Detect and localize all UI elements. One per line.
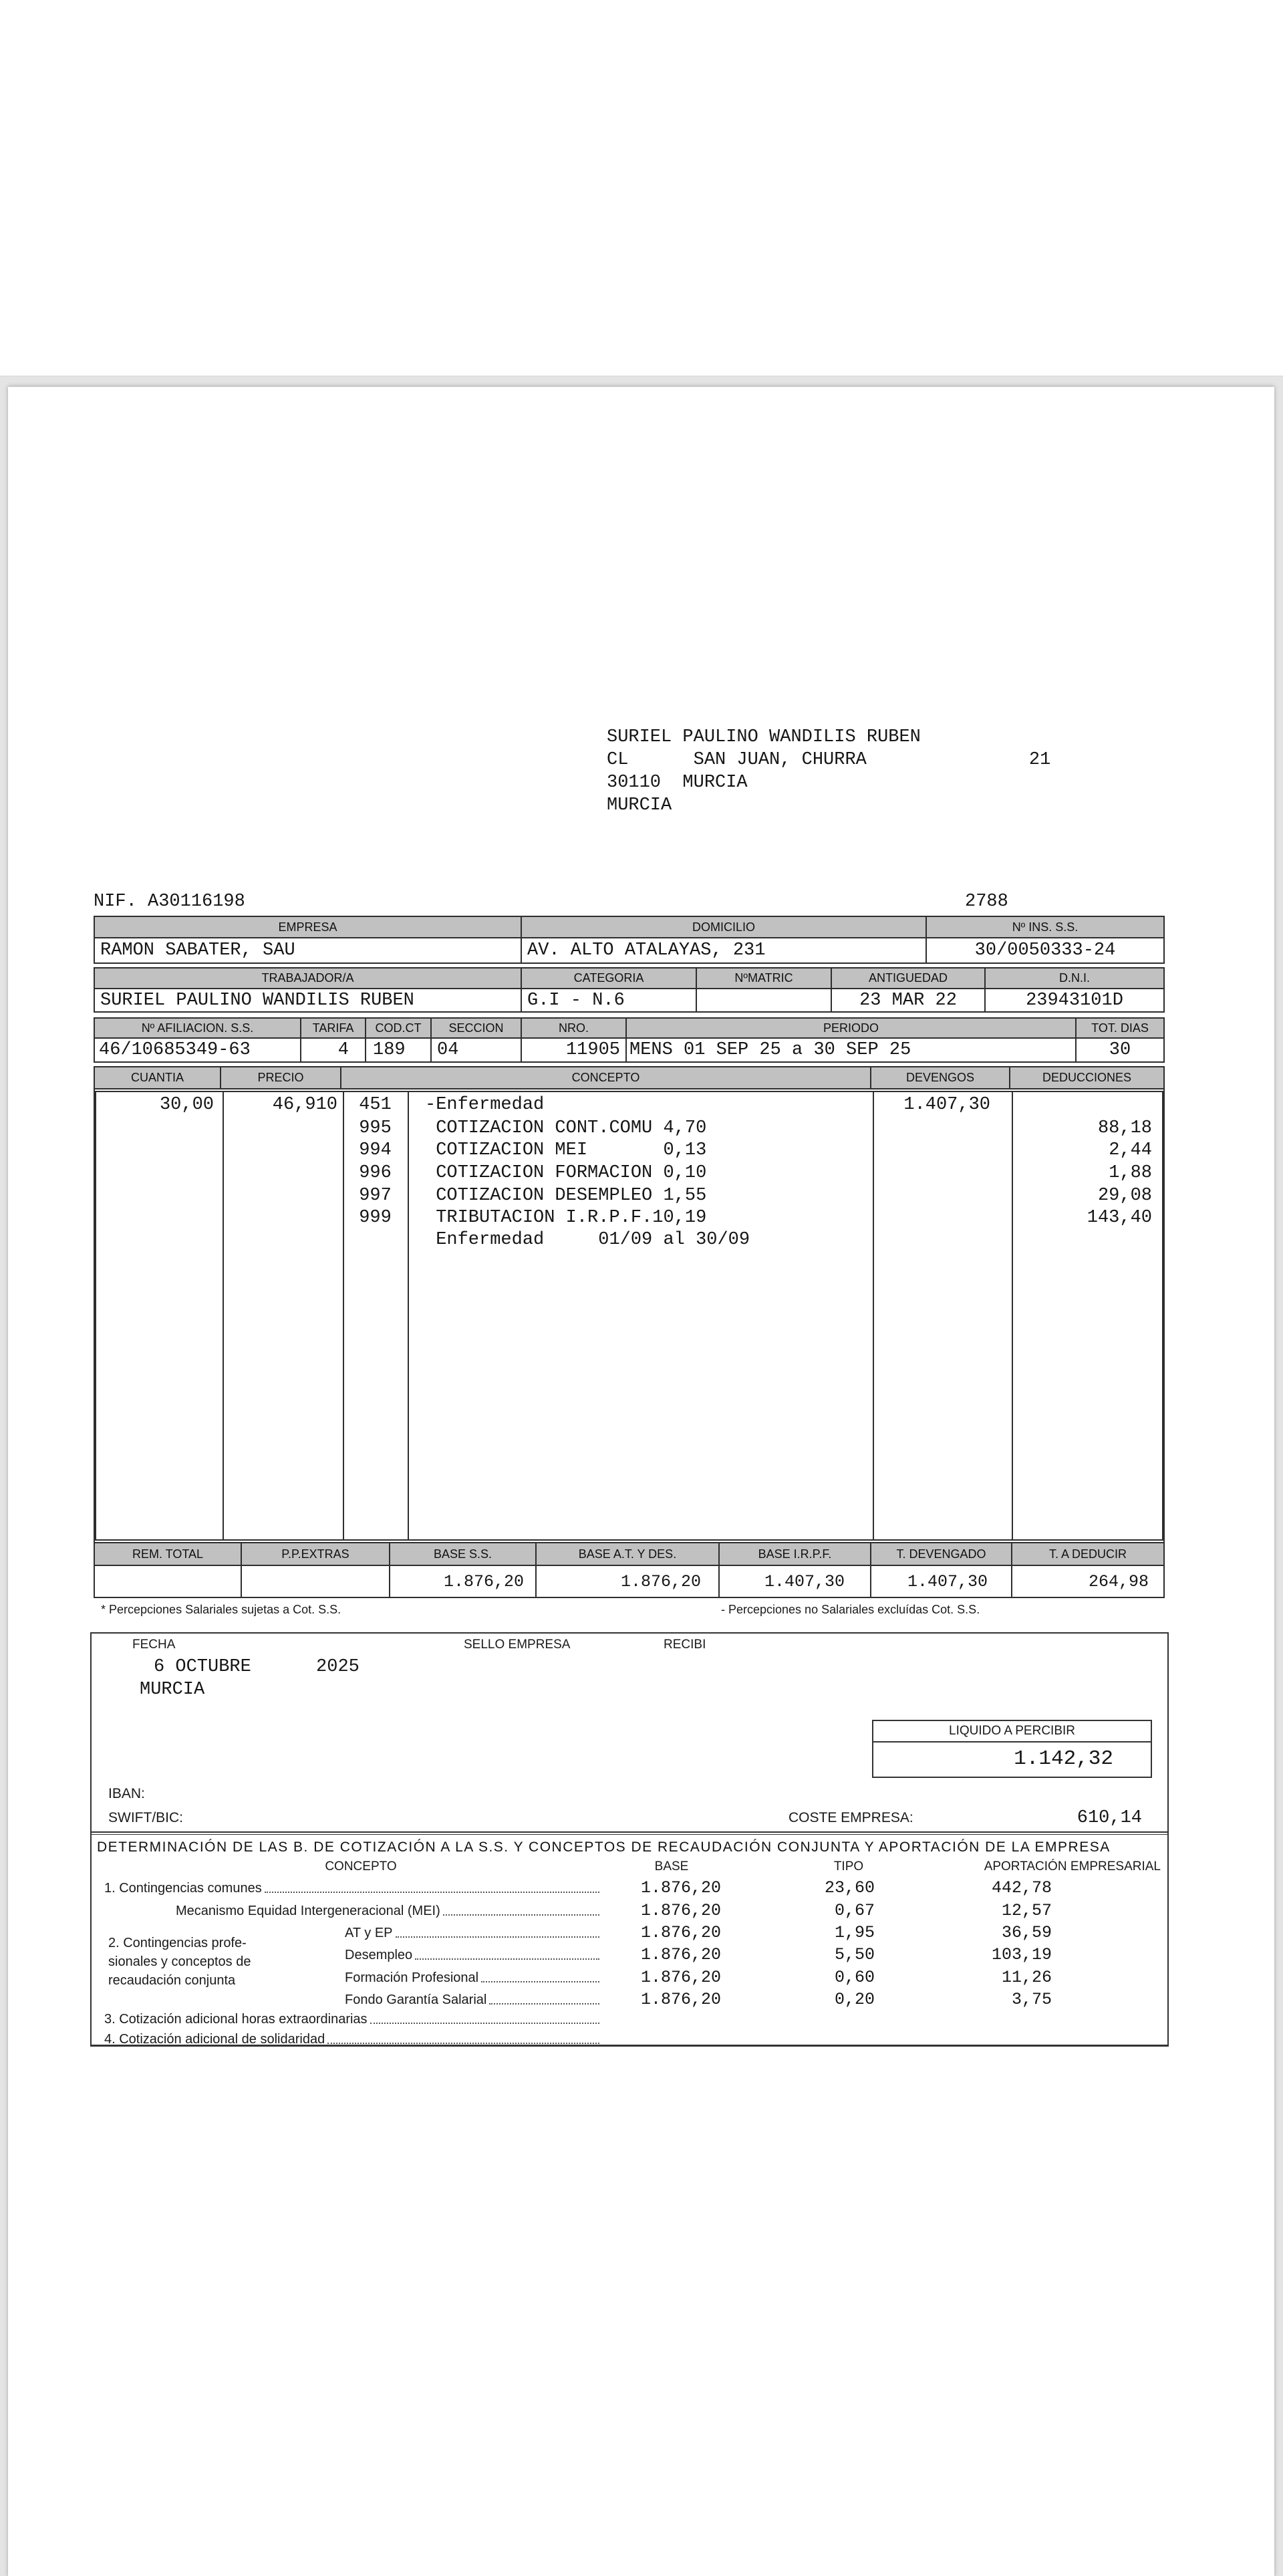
- header-num-ins-ss: Nº INS. S.S.: [1012, 920, 1079, 934]
- totals-header: [95, 1543, 1163, 1566]
- deduccion-value: 143,40: [1087, 1208, 1152, 1228]
- header-matric: NºMATRIC: [697, 969, 832, 988]
- footnote-salarial: * Percepciones Salariales sujetas a Cot. S.S.: [101, 1603, 341, 1616]
- recipient-name: SURIEL PAULINO WANDILIS RUBEN: [607, 727, 921, 747]
- nro-value: 11905: [522, 1039, 627, 1061]
- det-base-value: 1.876,20: [640, 1945, 721, 1964]
- recibi-label: RECIBI: [664, 1638, 706, 1652]
- devengo-value: 1.407,30: [903, 1095, 990, 1115]
- det-tipo-value: 0,67: [834, 1901, 875, 1920]
- det-base-value: 1.876,20: [640, 1923, 721, 1942]
- concept-code: 995: [359, 1118, 392, 1138]
- column-line: [873, 1092, 874, 1539]
- det-header-aportacion: APORTACIÓN EMPRESARIAL: [984, 1859, 1161, 1874]
- dotted-leader: [327, 2043, 599, 2044]
- deduccion-value: 1,88: [1109, 1163, 1152, 1183]
- header-nro: NRO.: [522, 1019, 627, 1037]
- worker-name: SURIEL PAULINO WANDILIS RUBEN: [95, 989, 522, 1011]
- det-row-formacion: [345, 1968, 601, 1986]
- header-precio: PRECIO: [221, 1067, 341, 1088]
- det-tipo-value: 0,60: [834, 1968, 875, 1987]
- det-header-concepto: CONCEPTO: [325, 1859, 397, 1874]
- base-irpf-value: 1.407,30: [720, 1566, 871, 1597]
- det-aport-value: 442,78: [991, 1878, 1052, 1898]
- det-row-horas-extra: [104, 2009, 601, 2027]
- det-group-label-line: 2. Contingencias profe-: [108, 1936, 247, 1950]
- header-domicilio: DOMICILIO: [522, 917, 927, 937]
- det-row-contingencias-comunes: [104, 1878, 601, 1896]
- deduccion-value: 88,18: [1097, 1118, 1152, 1138]
- concept-code: 996: [359, 1163, 392, 1183]
- header-base-ss: BASE S.S.: [390, 1543, 537, 1565]
- earnings-table: [94, 1066, 1165, 1598]
- concept-text: -Enfermedad: [425, 1095, 545, 1115]
- fecha-label: FECHA: [132, 1638, 176, 1652]
- footnote-no-salarial: - Percepciones no Salariales excluídas Cot. S.S.: [721, 1603, 980, 1616]
- precio-value: 46,910: [272, 1095, 337, 1115]
- concept-code: 994: [359, 1140, 392, 1160]
- det-tipo-value: 5,50: [834, 1945, 875, 1964]
- det-header-base: BASE: [654, 1859, 689, 1874]
- earnings-table-header: [95, 1067, 1163, 1088]
- det-row-fogasa: [345, 1990, 601, 2008]
- dotted-leader: [481, 1981, 599, 1982]
- det-base-value: 1.876,20: [640, 1968, 721, 1987]
- tot-dias-value: 30: [1109, 1040, 1131, 1060]
- recipient-province: MURCIA: [607, 795, 672, 815]
- concept-text: COTIZACION FORMACION 0,10: [425, 1163, 707, 1183]
- concept-code: 451: [359, 1095, 392, 1115]
- det-aport-value: 12,57: [1001, 1901, 1052, 1920]
- determination-divider: [92, 1831, 1167, 1835]
- recipient-street: CL SAN JUAN, CHURRA 21: [607, 750, 1051, 770]
- det-group-label: [108, 1934, 251, 1990]
- company-address: AV. ALTO ATALAYAS, 231: [522, 938, 927, 962]
- det-row-label: 1. Contingencias comunes: [104, 1881, 262, 1896]
- codct-value: 189: [366, 1039, 432, 1061]
- det-row-at-ep: [345, 1923, 601, 1941]
- tarifa-value: 4: [301, 1039, 366, 1061]
- header-afiliacion: Nº AFILIACION. S.S.: [95, 1019, 301, 1037]
- dotted-leader: [396, 1936, 599, 1938]
- periodo-value: MENS 01 SEP 25 a 30 SEP 25: [627, 1039, 1077, 1061]
- affiliation-number: 46/10685349-63: [95, 1039, 301, 1061]
- det-base-value: 1.876,20: [640, 1990, 721, 2009]
- header-concepto: CONCEPTO: [341, 1067, 871, 1088]
- worker-table: [94, 967, 1165, 1013]
- deduccion-value: 2,44: [1109, 1140, 1152, 1160]
- worker-matric: [697, 989, 832, 1011]
- concept-code: 999: [359, 1208, 392, 1228]
- company-table: [94, 916, 1165, 964]
- det-row-label: Fondo Garantía Salarial: [345, 1992, 487, 2007]
- header-empresa: EMPRESA: [95, 917, 522, 937]
- base-ss-value: 1.876,20: [390, 1566, 537, 1597]
- recipient-postal-city: 30110 MURCIA: [607, 773, 748, 793]
- header-antiguedad: ANTIGUEDAD: [832, 969, 986, 988]
- header-t-devengado: T. DEVENGADO: [871, 1543, 1012, 1565]
- det-row-label: Mecanismo Equidad Intergeneracional (MEI): [176, 1904, 440, 1918]
- concept-text: COTIZACION DESEMPLEO 1,55: [425, 1186, 707, 1206]
- det-group-label-line: recaudación conjunta: [108, 1973, 236, 1988]
- header-codct: COD.CT: [366, 1019, 432, 1037]
- dotted-leader: [443, 1914, 599, 1916]
- header-cuantia: CUANTIA: [95, 1067, 221, 1088]
- header-base-irpf: BASE I.R.P.F.: [720, 1543, 871, 1565]
- header-categoria: CATEGORIA: [522, 969, 697, 988]
- header-periodo: PERIODO: [627, 1019, 1077, 1037]
- liquido-label: LIQUIDO A PERCIBIR: [873, 1721, 1151, 1743]
- rem-total-value: [95, 1566, 242, 1597]
- company-ins-number: 30/0050333-24: [974, 940, 1116, 960]
- deduccion-value: 29,08: [1097, 1186, 1152, 1206]
- concept-text: COTIZACION CONT.COMU 4,70: [425, 1118, 707, 1138]
- det-group-label-line: sionales y conceptos de: [108, 1954, 251, 1969]
- dotted-leader: [265, 1892, 599, 1893]
- payslip-date: 6 OCTUBRE 2025: [154, 1657, 360, 1677]
- header-trabajador: TRABAJADOR/A: [95, 969, 522, 988]
- recipient-address-block: [607, 726, 1050, 817]
- document-number: 2788: [965, 892, 1008, 912]
- det-tipo-value: 0,20: [834, 1990, 875, 2009]
- seccion-value: 04: [432, 1039, 522, 1061]
- affiliation-table-row: [95, 1039, 1163, 1061]
- det-row-label: AT y EP: [345, 1926, 393, 1940]
- det-row-mei: [176, 1901, 601, 1919]
- iban-label: IBAN:: [108, 1786, 145, 1801]
- payslip-city: MURCIA: [140, 1680, 205, 1700]
- header-tarifa: TARIFA: [301, 1019, 366, 1037]
- concept-text: Enfermedad 01/09 al 30/09: [425, 1230, 750, 1250]
- det-tipo-value: 1,95: [834, 1923, 875, 1942]
- worker-table-row: [95, 989, 1163, 1011]
- header-pp-extras: P.P.EXTRAS: [242, 1543, 390, 1565]
- company-nif: NIF. A30116198: [94, 892, 245, 912]
- previous-page-bottom: [0, 0, 1283, 376]
- pp-extras-value: [242, 1566, 390, 1597]
- header-base-at: BASE A.T. Y DES.: [537, 1543, 720, 1565]
- determination-title: DETERMINACIÓN DE LAS B. DE COTIZACIÓN A LA S.S. Y CONCEPTOS DE RECAUDACIÓN CONJUNTA Y APORTACIÓN DE LA EMPRESA: [97, 1839, 1111, 1855]
- swift-bic-label: SWIFT/BIC:: [108, 1810, 183, 1825]
- company-table-header: [95, 917, 1163, 938]
- det-row-desempleo: [345, 1945, 601, 1963]
- base-at-value: 1.876,20: [537, 1566, 720, 1597]
- det-aport-value: 11,26: [1001, 1968, 1052, 1987]
- totals-row: [95, 1566, 1163, 1597]
- det-base-value: 1.876,20: [640, 1901, 721, 1920]
- concept-text: COTIZACION MEI 0,13: [425, 1140, 707, 1160]
- concept-text: TRIBUTACION I.R.P.F.10,19: [425, 1208, 707, 1228]
- affiliation-table: [94, 1017, 1165, 1063]
- header-devengos: DEVENGOS: [871, 1067, 1010, 1088]
- column-line: [223, 1092, 224, 1539]
- det-tipo-value: 23,60: [824, 1878, 875, 1898]
- t-a-deducir-value: 264,98: [1088, 1571, 1149, 1591]
- det-aport-value: 103,19: [991, 1945, 1052, 1964]
- det-header-tipo: TIPO: [833, 1859, 864, 1874]
- cuantia-value: 30,00: [159, 1095, 214, 1115]
- det-row-label: Desempleo: [345, 1948, 413, 1962]
- header-t-a-deducir: T. A DEDUCIR: [1048, 1547, 1127, 1561]
- worker-category: G.I - N.6: [522, 989, 697, 1011]
- t-devengado-value: 1.407,30: [871, 1566, 1012, 1597]
- dotted-leader: [370, 2023, 599, 2024]
- liquido-box: [872, 1720, 1152, 1778]
- header-deducciones: DEDUCCIONES: [1042, 1071, 1131, 1084]
- det-aport-value: 36,59: [1001, 1923, 1052, 1942]
- coste-empresa-value: 610,14: [1077, 1808, 1142, 1828]
- header-rem-total: REM. TOTAL: [95, 1543, 242, 1565]
- sello-empresa-label: SELLO EMPRESA: [464, 1638, 571, 1652]
- worker-dni: 23943101D: [1026, 990, 1123, 1011]
- company-name: RAMON SABATER, SAU: [95, 938, 522, 962]
- det-aport-value: 3,75: [1011, 1990, 1052, 2009]
- det-row-label: 3. Cotización adicional horas extraordinarias: [104, 2012, 368, 2027]
- header-seccion: SECCION: [432, 1019, 522, 1037]
- det-row-label: Formación Profesional: [345, 1970, 479, 1985]
- det-row-label: 4. Cotización adicional de solidaridad: [104, 2032, 325, 2047]
- header-dni: D.N.I.: [1058, 971, 1090, 985]
- det-base-value: 1.876,20: [640, 1878, 721, 1898]
- company-table-row: [95, 938, 1163, 962]
- liquido-value: 1.142,32: [1014, 1747, 1113, 1771]
- det-row-solidaridad: [104, 2029, 601, 2047]
- earnings-table-body: [95, 1092, 1163, 1539]
- concept-code: 997: [359, 1186, 392, 1206]
- worker-seniority: 23 MAR 22: [832, 989, 986, 1011]
- column-line: [408, 1092, 409, 1539]
- worker-table-header: [95, 969, 1163, 989]
- dotted-leader: [415, 1958, 599, 1960]
- header-tot-dias: TOT. DIAS: [1091, 1021, 1149, 1035]
- affiliation-table-header: [95, 1019, 1163, 1039]
- dotted-leader: [489, 2003, 599, 2005]
- coste-empresa-label: COSTE EMPRESA:: [789, 1810, 913, 1825]
